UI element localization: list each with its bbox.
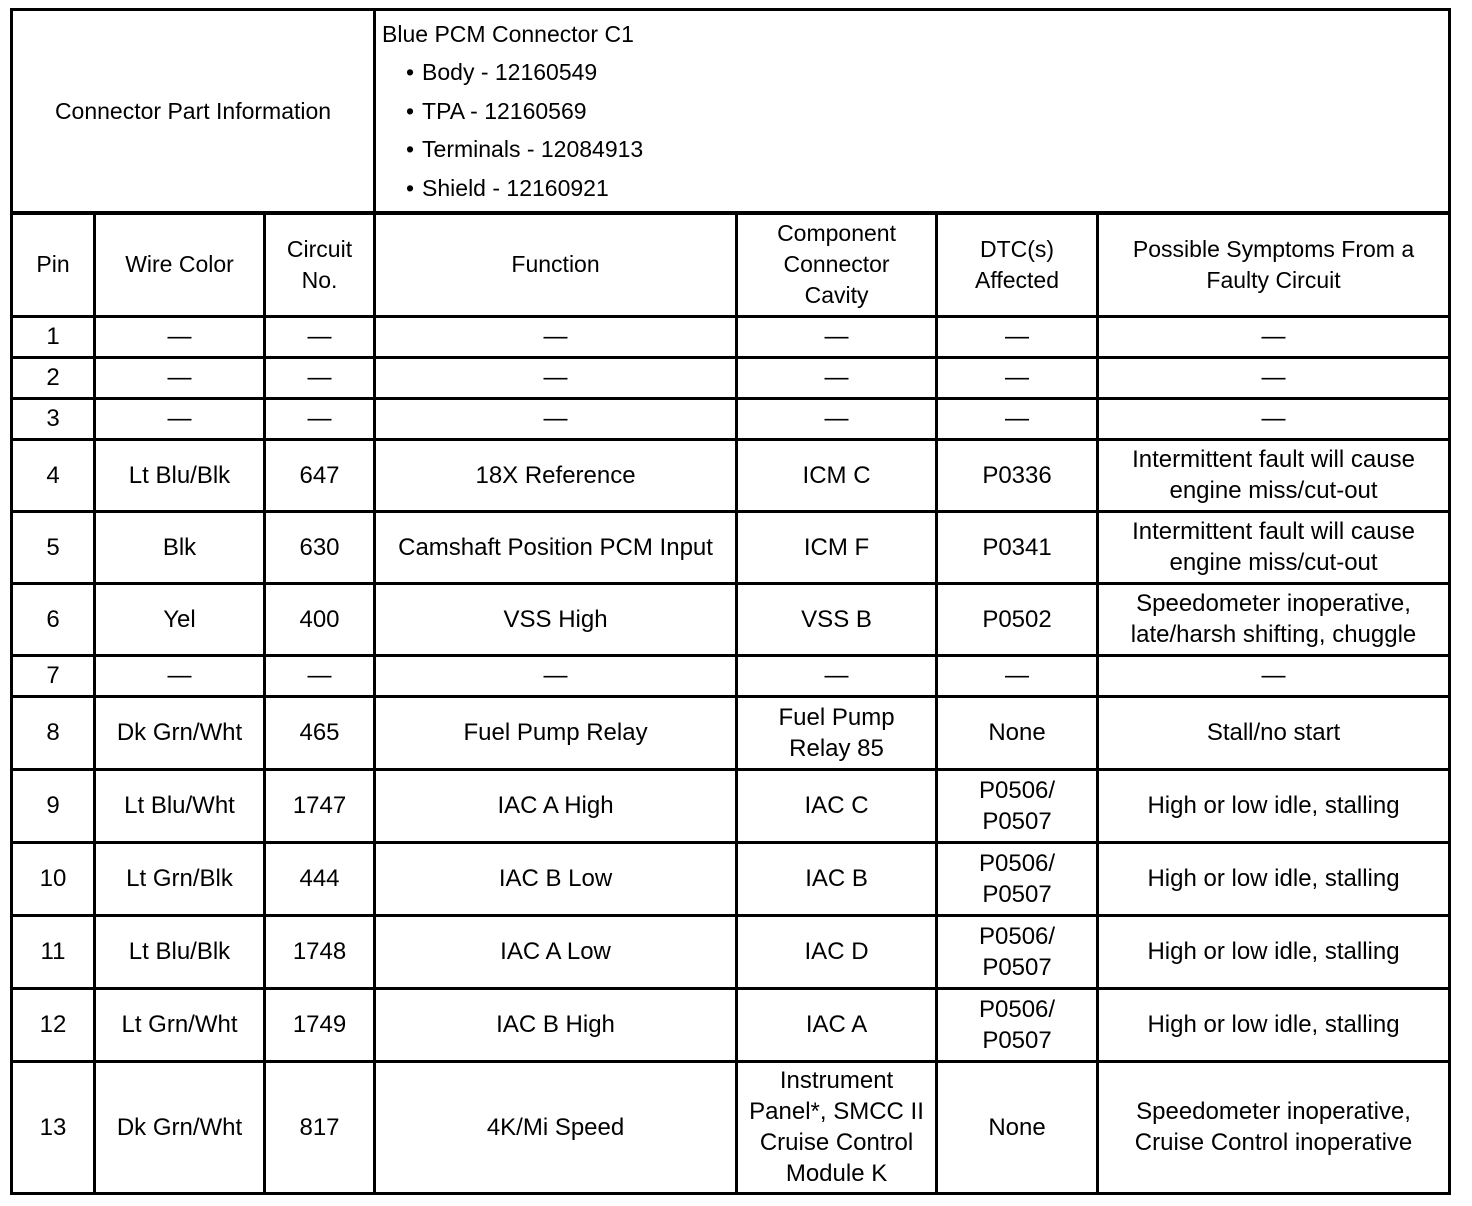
table-row [12, 511, 1450, 583]
cell-component-cavity: — [737, 398, 937, 439]
cell-wire-color: Dk Grn/Wht [95, 1061, 265, 1193]
cell-circuit-no: 817 [265, 1061, 375, 1193]
cell-pin: 10 [12, 842, 95, 915]
cell-pin: 8 [12, 696, 95, 769]
cell-function: Fuel Pump Relay [375, 696, 737, 769]
cell-symptoms: High or low idle, stalling [1098, 842, 1450, 915]
cell-component-cavity: Instrument Panel*, SMCC II Cruise Control Module K [737, 1061, 937, 1193]
cell-dtc: — [937, 655, 1098, 696]
cell-circuit-no: 400 [265, 583, 375, 655]
cell-wire-color: — [95, 398, 265, 439]
cell-dtc: P0506/ P0507 [937, 915, 1098, 988]
table-row [12, 696, 1450, 769]
table-row [12, 769, 1450, 842]
cell-circuit-no: 630 [265, 511, 375, 583]
cell-circuit-no: — [265, 655, 375, 696]
cell-circuit-no: 1749 [265, 988, 375, 1061]
cell-pin: 12 [12, 988, 95, 1061]
cell-pin: 7 [12, 655, 95, 696]
cell-circuit-no: — [265, 316, 375, 357]
header-wire-color: Wire Color [95, 213, 265, 316]
cell-wire-color: Lt Blu/Wht [95, 769, 265, 842]
cell-component-cavity: ICM C [737, 439, 937, 511]
table-row [12, 655, 1450, 696]
table-row [12, 439, 1450, 511]
cell-circuit-no: 1747 [265, 769, 375, 842]
cell-dtc: P0336 [937, 439, 1098, 511]
cell-component-cavity: — [737, 316, 937, 357]
cell-symptoms: Speedometer inoperative, late/harsh shifting, chuggle [1098, 583, 1450, 655]
cell-symptoms: Intermittent fault will cause engine miss/cut-out [1098, 439, 1450, 511]
cell-function: Camshaft Position PCM Input [375, 511, 737, 583]
table-row [12, 988, 1450, 1061]
cell-dtc: — [937, 357, 1098, 398]
header-circuit-no: Circuit No. [265, 213, 375, 316]
cell-function: IAC B High [375, 988, 737, 1061]
connector-info-details [375, 10, 1450, 214]
cell-symptoms: Speedometer inoperative, Cruise Control inoperative [1098, 1061, 1450, 1193]
cell-dtc: P0506/ P0507 [937, 842, 1098, 915]
cell-function: — [375, 316, 737, 357]
cell-symptoms: — [1098, 357, 1450, 398]
cell-pin: 4 [12, 439, 95, 511]
cell-wire-color: Blk [95, 511, 265, 583]
cell-wire-color: Yel [95, 583, 265, 655]
cell-function: 4K/Mi Speed [375, 1061, 737, 1193]
cell-wire-color: Lt Blu/Blk [95, 915, 265, 988]
cell-symptoms: — [1098, 398, 1450, 439]
cell-pin: 9 [12, 769, 95, 842]
cell-dtc: None [937, 696, 1098, 769]
cell-pin: 5 [12, 511, 95, 583]
cell-dtc: P0341 [937, 511, 1098, 583]
cell-pin: 1 [12, 316, 95, 357]
table-row [12, 915, 1450, 988]
table-row [12, 842, 1450, 915]
cell-dtc: — [937, 398, 1098, 439]
connector-pinout-table [10, 8, 1451, 1195]
cell-wire-color: Dk Grn/Wht [95, 696, 265, 769]
header-component-cavity: Component Connector Cavity [737, 213, 937, 316]
cell-wire-color: Lt Grn/Blk [95, 842, 265, 915]
cell-function: 18X Reference [375, 439, 737, 511]
cell-dtc: P0502 [937, 583, 1098, 655]
cell-function: IAC B Low [375, 842, 737, 915]
cell-function: — [375, 357, 737, 398]
table-row [12, 357, 1450, 398]
cell-component-cavity: — [737, 357, 937, 398]
part-tpa: • TPA - 12160569 [422, 92, 1442, 131]
cell-dtc: None [937, 1061, 1098, 1193]
cell-pin: 6 [12, 583, 95, 655]
cell-wire-color: Lt Blu/Blk [95, 439, 265, 511]
cell-component-cavity: VSS B [737, 583, 937, 655]
header-function: Function [375, 213, 737, 316]
cell-symptoms: High or low idle, stalling [1098, 915, 1450, 988]
header-symptoms: Possible Symptoms From a Faulty Circuit [1098, 213, 1450, 316]
table-row [12, 583, 1450, 655]
cell-symptoms: Intermittent fault will cause engine miss/cut-out [1098, 511, 1450, 583]
cell-wire-color: Lt Grn/Wht [95, 988, 265, 1061]
cell-function: — [375, 398, 737, 439]
cell-circuit-no: 647 [265, 439, 375, 511]
cell-symptoms: — [1098, 655, 1450, 696]
cell-function: IAC A High [375, 769, 737, 842]
connector-title: Blue PCM Connector C1 [382, 21, 634, 47]
cell-pin: 2 [12, 357, 95, 398]
cell-component-cavity: IAC C [737, 769, 937, 842]
cell-symptoms: Stall/no start [1098, 696, 1450, 769]
cell-symptoms: High or low idle, stalling [1098, 769, 1450, 842]
connector-info-label: Connector Part Information [12, 10, 375, 214]
part-body: • Body - 12160549 [422, 53, 1442, 92]
cell-component-cavity: IAC B [737, 842, 937, 915]
cell-pin: 3 [12, 398, 95, 439]
cell-component-cavity: Fuel Pump Relay 85 [737, 696, 937, 769]
table-row [12, 1061, 1450, 1193]
cell-dtc: P0506/ P0507 [937, 988, 1098, 1061]
connector-parts-list [382, 53, 1442, 207]
cell-circuit-no: — [265, 398, 375, 439]
cell-component-cavity: IAC D [737, 915, 937, 988]
table-row [12, 398, 1450, 439]
cell-circuit-no: 444 [265, 842, 375, 915]
cell-dtc: — [937, 316, 1098, 357]
cell-pin: 13 [12, 1061, 95, 1193]
column-header-row [12, 213, 1450, 316]
cell-pin: 11 [12, 915, 95, 988]
cell-symptoms: High or low idle, stalling [1098, 988, 1450, 1061]
part-shield: • Shield - 12160921 [422, 169, 1442, 208]
connector-info-row [12, 10, 1450, 214]
cell-component-cavity: — [737, 655, 937, 696]
cell-dtc: P0506/ P0507 [937, 769, 1098, 842]
cell-function: — [375, 655, 737, 696]
part-terminals: • Terminals - 12084913 [422, 130, 1442, 169]
header-dtc-affected: DTC(s) Affected [937, 213, 1098, 316]
cell-function: IAC A Low [375, 915, 737, 988]
cell-circuit-no: — [265, 357, 375, 398]
header-pin: Pin [12, 213, 95, 316]
cell-component-cavity: IAC A [737, 988, 937, 1061]
cell-wire-color: — [95, 655, 265, 696]
cell-circuit-no: 1748 [265, 915, 375, 988]
cell-function: VSS High [375, 583, 737, 655]
cell-wire-color: — [95, 357, 265, 398]
cell-symptoms: — [1098, 316, 1450, 357]
table-row [12, 316, 1450, 357]
cell-circuit-no: 465 [265, 696, 375, 769]
cell-component-cavity: ICM F [737, 511, 937, 583]
cell-wire-color: — [95, 316, 265, 357]
